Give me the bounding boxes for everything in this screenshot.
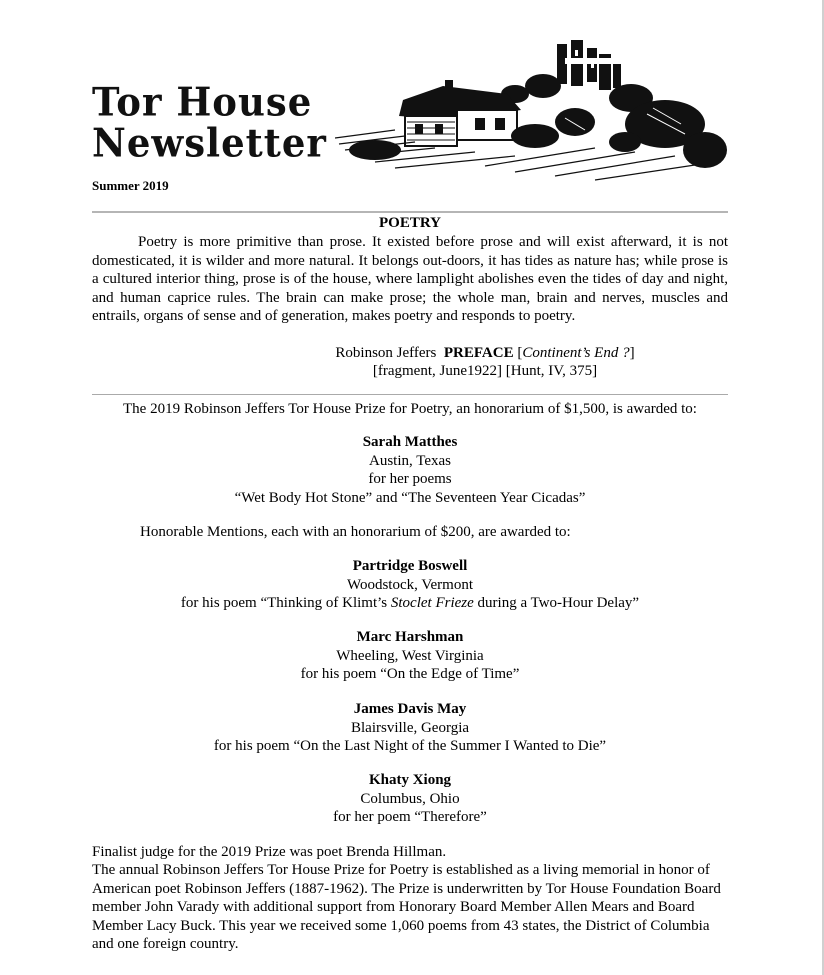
mention-item (92, 557, 728, 613)
prize-winner (92, 433, 728, 507)
judge-note: Finalist judge for the 2019 Prize was poet Brenda Hillman. (92, 844, 447, 860)
poetry-heading: POETRY (379, 215, 441, 231)
attribution-work: PREFACE (443, 345, 514, 361)
section-divider (92, 394, 728, 395)
title-line-1: Tor House (92, 78, 313, 126)
attribution-author: Robinson Jeffers (335, 345, 437, 361)
winner-name: Sarah Matthes (362, 434, 458, 450)
mention-poem-suffix: during a Two-Hour Delay” (473, 595, 640, 611)
edition-label: Summer 2019 (92, 178, 169, 193)
mention-name: Partridge Boswell (352, 558, 468, 574)
attribution-source: [fragment, June1922] [Hunt, IV, 375] (372, 363, 598, 379)
mention-location: Blairsville, Georgia (350, 719, 470, 736)
mention-item (92, 628, 728, 684)
mention-location: Wheeling, West Virginia (336, 647, 484, 664)
mention-name: Khaty Xiong (368, 772, 452, 788)
quote-attribution (92, 344, 728, 363)
tor-house-sketch-icon (335, 38, 727, 182)
mention-item (92, 771, 728, 827)
title-line-2: Newsletter (92, 119, 327, 167)
hawk-tower-icon (557, 40, 621, 90)
mention-poem: for his poem “On the Edge of Time” (300, 666, 520, 682)
mention-poem: for his poem “On the Last Night of the Summer I Wanted to Die” (213, 738, 607, 754)
attribution-title: Continent’s End ? (522, 345, 630, 361)
attribution-bracket-close: ] (629, 345, 635, 361)
mention-poem-prefix: for his poem “Thinking of Klimt’s (180, 595, 391, 611)
honorable-intro: Honorable Mentions, each with an honorarium of $200, are awarded to: (140, 524, 571, 540)
prize-closing: The annual Robinson Jeffers Tor House Prize for Poetry is established as a living memorial in honor of American poet Robinson Jeffers (1887-1962). The Prize is underwritten by Tor House Foundation Board member John Varady with additional support from Honorary Board Member Allen Mears and Board Member Lacy Buck. This year we received some 1,060 poems from 43 states, the District of Columbia and one foreign country. (92, 862, 721, 952)
winner-poems: “Wet Body Hot Stone” and “The Seventeen Year Cicadas” (234, 489, 586, 506)
winner-line3: for her poems (368, 471, 452, 487)
mention-poem (92, 594, 728, 613)
attribution-bracket-open: [ (517, 345, 523, 361)
prize-intro: The 2019 Robinson Jeffers Tor House Prize for Poetry, an honorarium of $1,500, is awarded to: (123, 401, 697, 417)
poetry-quote: Poetry is more primitive than prose. It existed before prose and will exist afterward, it is not domesticated, it is wilder and more natural. It belongs out-doors, it has tides as nature has; while prose is a cultured interior thing, prose is of the house, where lamplight abolishes even the tides of day and night, and human caprice rules. The brain can make prose; the whole man, brain and nerves, muscles and entrails, organs of sense and of generation, makes poetry and responds to poetry. (92, 234, 728, 324)
winner-location: Austin, Texas (368, 452, 451, 469)
mention-location: Woodstock, Vermont (346, 576, 473, 593)
newsletter-title (92, 78, 342, 167)
mention-location: Columbus, Ohio (360, 790, 460, 807)
mention-item (92, 700, 728, 756)
mention-name: James Davis May (353, 701, 467, 717)
mention-poem: for her poem “Therefore” (333, 809, 487, 825)
mention-poem-italic: Stoclet Frieze (390, 595, 474, 611)
header-divider (92, 211, 728, 213)
mention-name: Marc Harshman (356, 629, 464, 645)
